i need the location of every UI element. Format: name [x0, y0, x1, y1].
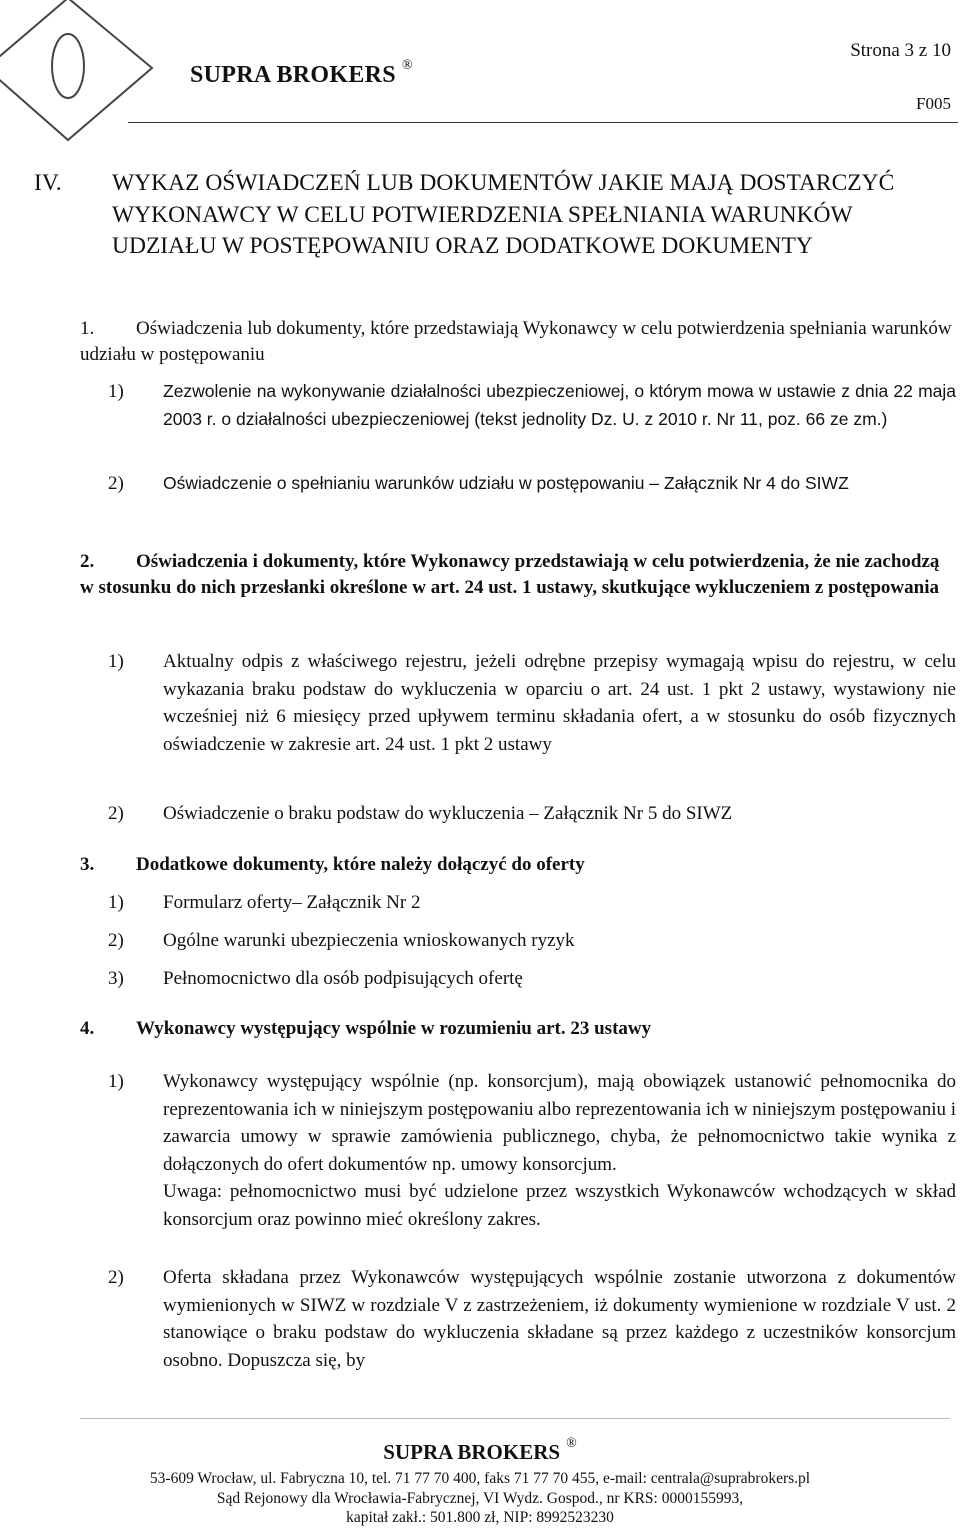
header-brand: SUPRA BROKERS ®: [190, 58, 413, 88]
subsection-2: [80, 549, 956, 601]
section-heading-number: IV.: [34, 170, 62, 196]
registered-mark: ®: [401, 58, 413, 73]
list-item: 1) Wykonawcy występujący wspólnie (np. konsorcjum), mają obowiązek ustanowić pełnomocnika do reprezentowania ich w niniejszym postępowaniu albo reprezentowania ich w niniejszym postępowaniu i zawarcia umowy w sprawie zamówienia publicznego, chyba, że pełnomocnictwo takie wynika z dołączonych do ofert dokumentów np. umowy konsorcjum. Uwaga: pełnomocnictwo musi być udzielone przez wszystkich Wykonawców wchodzących w skład konsorcjum oraz powinno mieć określony zakres.: [108, 1068, 956, 1233]
list-item: 1) Formularz oferty– Załącznik Nr 2: [108, 892, 421, 913]
footer-capital: kapitał zakł.: 501.800 zł, NIP: 8992523230: [346, 1509, 614, 1526]
list-item: 2) Ogólne warunki ubezpieczenia wnioskowanych ryzyk: [108, 930, 575, 951]
list-item: 2) Oświadczenie o braku podstaw do wykluczenia – Załącznik Nr 5 do SIWZ: [108, 803, 733, 824]
page-number: Strona 3 z 10: [850, 40, 951, 61]
subsection-number: 4.: [80, 1018, 95, 1039]
list-item: 1) Aktualny odpis z właściwego rejestru, jeżeli odrębne przepisy wymagają wpisu do rejestru, w celu wykazania braku podstaw do wykluczenia w oparciu o art. 24 ust. 1 pkt 2 ustawy, wystawiony nie wcześniej niż 6 miesięcy przed upływem terminu składania ofert, a w stosunku do osób fizycznych oświadczenie w zakresie art. 24 ust. 1 pkt 2 ustawy: [108, 651, 956, 755]
header-divider: [128, 122, 958, 123]
subsection-3: [80, 852, 956, 878]
list-item: 1) Zezwolenie na wykonywanie działalności ubezpieczeniowej, o którym mowa w ustawie z dnia 22 maja 2003 r. o działalności ubezpieczeniowej (tekst jednolity Dz. U. z 2010 r. Nr 11, poz. 66 ze zm.): [108, 381, 956, 429]
section-heading-text: WYKAZ OŚWIADCZEŃ LUB DOKUMENTÓW JAKIE MAJĄ DOSTARCZYĆ WYKONAWCY W CELU POTWIERDZENIA SPEŁNIANIA WARUNKÓW UDZIAŁU W POSTĘPOWANIU ORAZ DODATKOWE DOKUMENTY: [112, 170, 895, 259]
footer-court: Sąd Rejonowy dla Wrocławia-Fabrycznej, VI Wydz. Gospod., nr KRS: 0000155993,: [216, 1490, 744, 1507]
registered-mark: ®: [566, 1436, 577, 1451]
subsection-title: Wykonawcy występujący wspólnie w rozumieniu art. 23 ustawy: [136, 1018, 652, 1039]
subsection-number: 3.: [80, 854, 95, 875]
form-code: F005: [916, 94, 951, 113]
subsection-1: [80, 316, 956, 368]
subsection-title: Oświadczenia lub dokumenty, które przedstawiają Wykonawcy w celu potwierdzenia spełniania warunków udziału w postępowaniu: [80, 318, 952, 365]
subsection-number: 1.: [80, 318, 95, 339]
footer-divider: [80, 1418, 950, 1419]
company-logo: [0, 0, 160, 150]
subsection-title: Oświadczenia i dokumenty, które Wykonawcy przedstawiają w celu potwierdzenia, że nie zachodzą w stosunku do nich przesłanki określone w art. 24 ust. 1 ustawy, skutkujące wykluczeniem z postępowania: [80, 551, 940, 598]
subsection-4: [80, 1016, 956, 1042]
note-text: Uwaga: pełnomocnictwo musi być udzielone przez wszystkich Wykonawców wchodzących w skład konsorcjum oraz powinno mieć określony zakres.: [163, 1181, 956, 1230]
subsection-number: 2.: [80, 551, 95, 572]
footer-brand: SUPRA BROKERS ®: [383, 1436, 577, 1464]
subsection-title: Dodatkowe dokumenty, które należy dołączyć do oferty: [136, 854, 585, 875]
list-item: 3) Pełnomocnictwo dla osób podpisujących ofertę: [108, 968, 523, 989]
list-item: 2) Oświadczenie o spełnianiu warunków udziału w postępowaniu – Załącznik Nr 4 do SIWZ: [108, 473, 849, 494]
list-item: 2) Oferta składana przez Wykonawców występujących wspólnie zostanie utworzona z dokumentów wymienionych w SIWZ w rozdziale V z zastrzeżeniem, iż dokumenty wymienione w rozdziale V ust. 2 stanowiące o braku podstaw do wykluczenia składane są przez każdego z uczestników konsorcjum osobno. Dopuszcza się, by: [108, 1267, 956, 1371]
footer-address: 53-609 Wrocław, ul. Fabryczna 10, tel. 71 77 70 400, faks 71 77 70 455, e-mail: centrala@suprabrokers.pl: [149, 1470, 811, 1487]
